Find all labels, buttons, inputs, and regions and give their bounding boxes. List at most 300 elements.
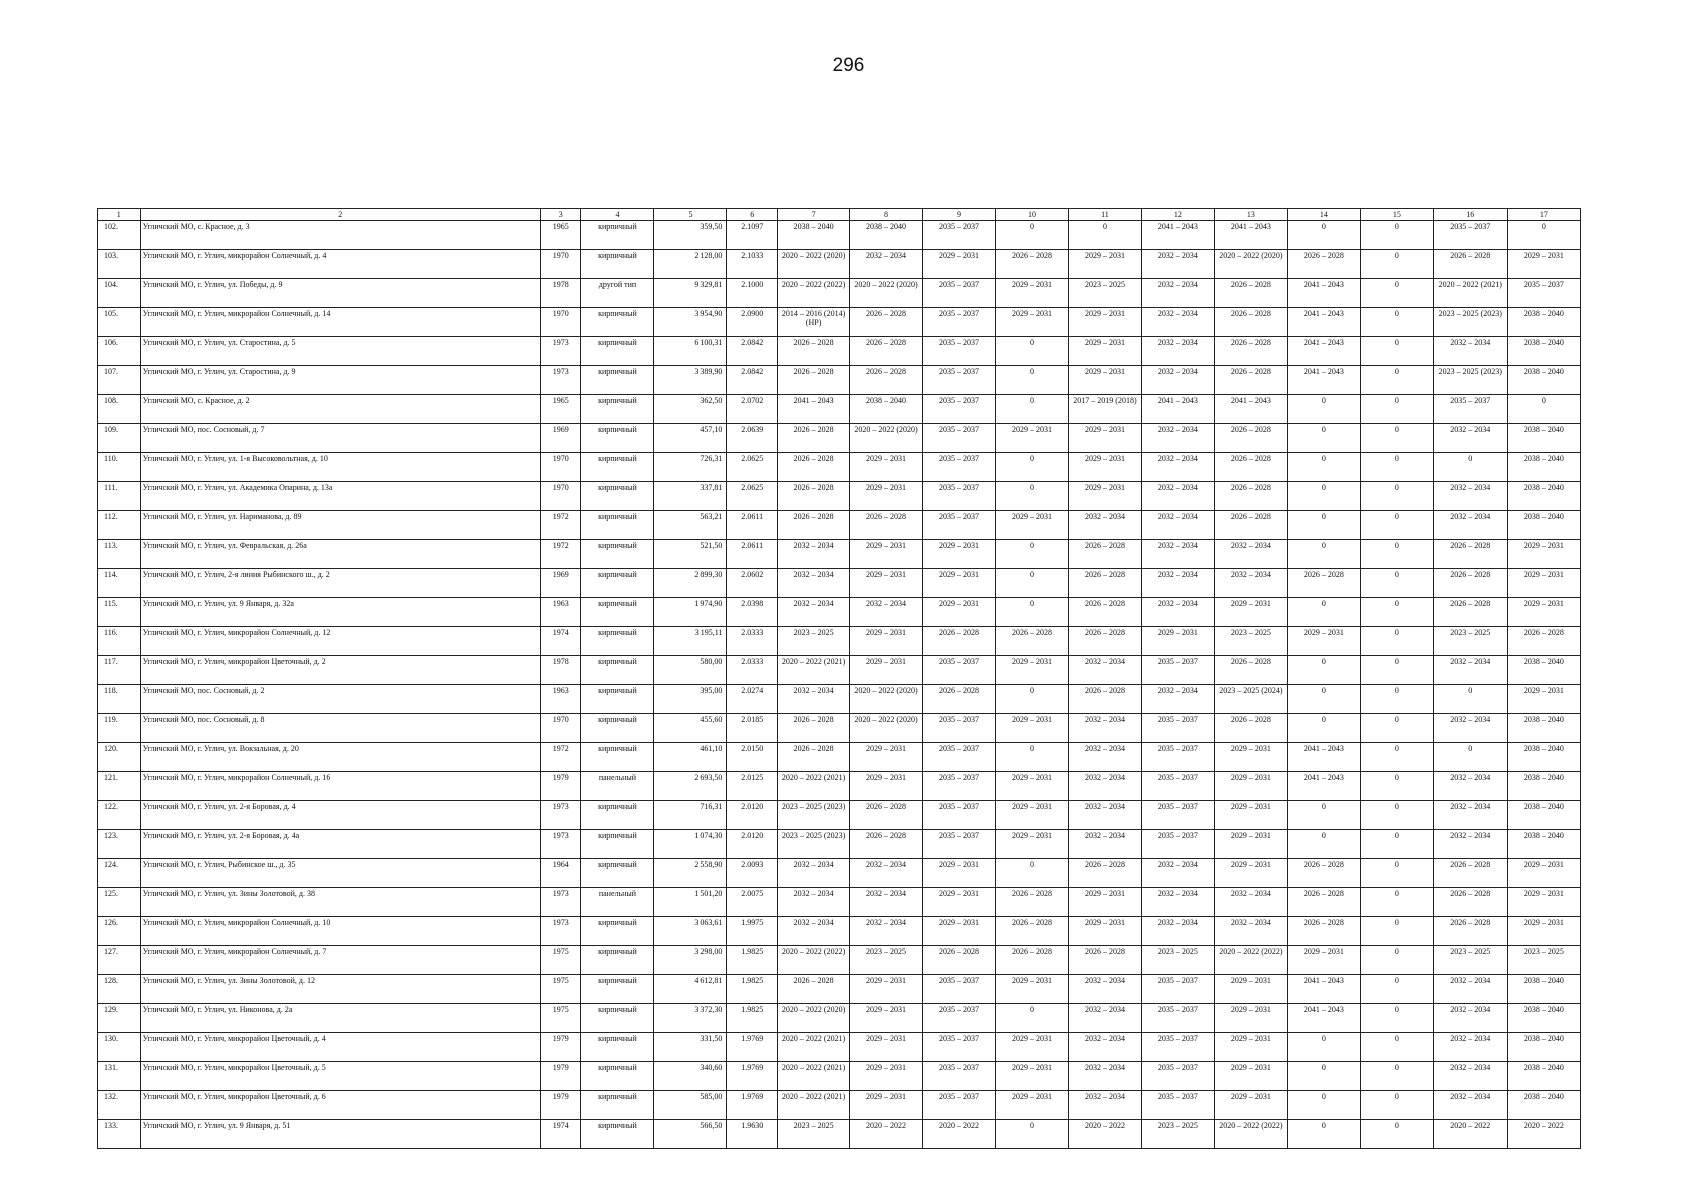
table-cell: 0 (996, 743, 1069, 772)
table-cell: 0 (1360, 540, 1433, 569)
table-cell: 2038 – 2040 (1507, 482, 1580, 511)
table-cell: 2035 – 2037 (1141, 1004, 1214, 1033)
table-cell: 2038 – 2040 (1507, 772, 1580, 801)
table-cell: 0 (1360, 946, 1433, 975)
table-cell: 2035 – 2037 (1433, 221, 1507, 250)
table-cell: 2026 – 2028 (1068, 859, 1141, 888)
table-cell: 0 (1360, 308, 1433, 337)
table-cell: Угличский МО, г. Углич, ул. Никонова, д. 2а (140, 1004, 540, 1033)
table-cell: 2026 – 2028 (1214, 279, 1287, 308)
table-cell: 102. (98, 221, 141, 250)
table-cell: 2029 – 2031 (996, 308, 1069, 337)
table-cell: 2032 – 2034 (778, 569, 850, 598)
table-cell: кирпичный (581, 917, 654, 946)
table-cell: 2032 – 2034 (1141, 859, 1214, 888)
table-cell: 114. (98, 569, 141, 598)
table-cell: 2.0150 (727, 743, 778, 772)
table-cell: 1969 (540, 424, 581, 453)
table-cell: 2020 – 2022 (1068, 1120, 1141, 1149)
table-cell: 0 (1287, 656, 1360, 685)
table-cell: 0 (996, 482, 1069, 511)
table-cell: 2032 – 2034 (850, 917, 923, 946)
table-cell: 2029 – 2031 (996, 1091, 1069, 1120)
table-row (98, 482, 1581, 511)
table-cell: Угличский МО, г. Углич, 2-я линия Рыбинского ш., д. 2 (140, 569, 540, 598)
table-cell: кирпичный (581, 598, 654, 627)
table-cell: 2 693,50 (654, 772, 727, 801)
table-cell: 3 195,11 (654, 627, 727, 656)
table-cell: 2035 – 2037 (923, 221, 996, 250)
page-number: 296 (832, 55, 865, 76)
table-cell: 2029 – 2031 (1068, 482, 1141, 511)
table-cell: 2026 – 2028 (996, 888, 1069, 917)
table-cell: кирпичный (581, 453, 654, 482)
table-row (98, 946, 1581, 975)
table-cell: 117. (98, 656, 141, 685)
table-cell: 3 063,61 (654, 917, 727, 946)
table-row (98, 221, 1581, 250)
table-cell: Угличский МО, г. Углич, микрорайон Солнечный, д. 14 (140, 308, 540, 337)
table-cell: 2035 – 2037 (923, 975, 996, 1004)
table-cell: 2029 – 2031 (850, 569, 923, 598)
table-cell: 2026 – 2028 (996, 627, 1069, 656)
table-row (98, 743, 1581, 772)
table-row (98, 685, 1581, 714)
table-cell: 2020 – 2022 (2021) (778, 1091, 850, 1120)
table-cell: кирпичный (581, 1120, 654, 1149)
table-cell: 0 (996, 598, 1069, 627)
table-cell: 2026 – 2028 (850, 366, 923, 395)
table-cell: 2020 – 2022 (2020) (1214, 250, 1287, 279)
table-cell: 2038 – 2040 (1507, 801, 1580, 830)
table-cell: кирпичный (581, 627, 654, 656)
column-header-3: 3 (540, 209, 581, 221)
table-cell: 2032 – 2034 (1433, 1033, 1507, 1062)
table-cell: 2035 – 2037 (1141, 714, 1214, 743)
table-cell: 2020 – 2022 (2020) (778, 250, 850, 279)
table-cell: 2035 – 2037 (923, 801, 996, 830)
table-cell: 2029 – 2031 (1214, 743, 1287, 772)
table-cell: 4 612,81 (654, 975, 727, 1004)
table-cell: 2.0398 (727, 598, 778, 627)
header-row (98, 209, 1581, 221)
table-cell: 2029 – 2031 (1507, 859, 1580, 888)
table-cell: 2.0611 (727, 511, 778, 540)
table-cell: 2035 – 2037 (1141, 743, 1214, 772)
table-cell: 1.9769 (727, 1062, 778, 1091)
table-cell: 118. (98, 685, 141, 714)
table-cell: 2029 – 2031 (1214, 772, 1287, 801)
table-cell: кирпичный (581, 569, 654, 598)
table-cell: 2029 – 2031 (1507, 250, 1580, 279)
table-cell: 2035 – 2037 (923, 279, 996, 308)
table-cell: 0 (1287, 714, 1360, 743)
table-cell: 2032 – 2034 (850, 598, 923, 627)
table-cell: 2035 – 2037 (923, 511, 996, 540)
table-cell: 2020 – 2022 (850, 1120, 923, 1149)
table-row (98, 337, 1581, 366)
table-cell: 1970 (540, 714, 581, 743)
table-cell: 0 (996, 540, 1069, 569)
table-cell: 2029 – 2031 (996, 975, 1069, 1004)
column-header-1: 1 (98, 209, 141, 221)
table-cell: 0 (1507, 395, 1580, 424)
table-row (98, 366, 1581, 395)
table-cell: 1970 (540, 308, 581, 337)
table-cell: 110. (98, 453, 141, 482)
table-cell: кирпичный (581, 337, 654, 366)
table-cell: 106. (98, 337, 141, 366)
table-cell: 2029 – 2031 (1068, 917, 1141, 946)
table-cell: кирпичный (581, 1033, 654, 1062)
table-cell: 2026 – 2028 (1068, 569, 1141, 598)
table-cell: 0 (1360, 714, 1433, 743)
table-cell: 2038 – 2040 (850, 395, 923, 424)
table-cell: 2032 – 2034 (778, 888, 850, 917)
table-cell: 2029 – 2031 (996, 656, 1069, 685)
table-cell: 0 (1360, 1091, 1433, 1120)
table-cell: 2026 – 2028 (1068, 540, 1141, 569)
table-cell: 1973 (540, 917, 581, 946)
table-cell: 0 (996, 395, 1069, 424)
table-cell: Угличский МО, г. Углич, микрорайон Солнечный, д. 12 (140, 627, 540, 656)
table-cell: 2020 – 2022 (2022) (778, 279, 850, 308)
table-cell: 2 899,30 (654, 569, 727, 598)
table-cell: 2041 – 2043 (1287, 772, 1360, 801)
column-header-11: 11 (1068, 209, 1141, 221)
table-cell: 2035 – 2037 (1141, 772, 1214, 801)
table-cell: 2029 – 2031 (923, 569, 996, 598)
table-row (98, 250, 1581, 279)
table-row (98, 511, 1581, 540)
table-cell: 1970 (540, 250, 581, 279)
table-cell: 2026 – 2028 (1287, 250, 1360, 279)
table-cell: 2026 – 2028 (923, 685, 996, 714)
table-cell: 2035 – 2037 (1507, 279, 1580, 308)
table-cell: 121. (98, 772, 141, 801)
table-cell: 2038 – 2040 (850, 221, 923, 250)
table-cell: 2.0274 (727, 685, 778, 714)
table-cell: 2029 – 2031 (1214, 1033, 1287, 1062)
table-cell: 2041 – 2043 (1287, 1004, 1360, 1033)
table-cell: 2035 – 2037 (1141, 830, 1214, 859)
table-cell: кирпичный (581, 250, 654, 279)
table-cell: 2020 – 2022 (2020) (778, 1004, 850, 1033)
table-cell: кирпичный (581, 975, 654, 1004)
column-header-6: 6 (727, 209, 778, 221)
table-cell: 0 (1287, 395, 1360, 424)
table-cell: 2035 – 2037 (923, 424, 996, 453)
column-header-9: 9 (923, 209, 996, 221)
table-cell: 2.0333 (727, 656, 778, 685)
table-row (98, 859, 1581, 888)
table-cell: 1972 (540, 511, 581, 540)
table-cell: 1970 (540, 482, 581, 511)
table-cell: 0 (1360, 917, 1433, 946)
table-cell: 9 329,81 (654, 279, 727, 308)
table-cell: 2023 – 2025 (850, 946, 923, 975)
table-cell: 2035 – 2037 (923, 830, 996, 859)
table-cell: 2035 – 2037 (1141, 1091, 1214, 1120)
table-cell: кирпичный (581, 714, 654, 743)
table-row (98, 395, 1581, 424)
table-cell: 2020 – 2022 (2021) (778, 772, 850, 801)
table-cell: 2.0611 (727, 540, 778, 569)
column-header-14: 14 (1287, 209, 1360, 221)
table-cell: 2032 – 2034 (1141, 424, 1214, 453)
table-cell: 0 (996, 453, 1069, 482)
table-cell: 2029 – 2031 (996, 1033, 1069, 1062)
table-cell: 1974 (540, 1120, 581, 1149)
table-cell: 2038 – 2040 (1507, 656, 1580, 685)
table-cell: 2038 – 2040 (1507, 366, 1580, 395)
table-cell: 2026 – 2028 (1068, 946, 1141, 975)
table-cell: 2020 – 2022 (1433, 1120, 1507, 1149)
table-cell: 1963 (540, 685, 581, 714)
table-cell: 2026 – 2028 (778, 482, 850, 511)
table-cell: 331,50 (654, 1033, 727, 1062)
table-cell: 0 (1287, 221, 1360, 250)
table-cell: Угличский МО, г. Углич, Рыбинское ш., д. 35 (140, 859, 540, 888)
table-cell: кирпичный (581, 801, 654, 830)
table-cell: 2026 – 2028 (1214, 656, 1287, 685)
table-cell: кирпичный (581, 859, 654, 888)
table-cell: Угличский МО, г. Углич, ул. Февральская, д. 26а (140, 540, 540, 569)
table-cell: 2038 – 2040 (1507, 1091, 1580, 1120)
table-cell: 2032 – 2034 (1433, 975, 1507, 1004)
table-cell: 2038 – 2040 (1507, 337, 1580, 366)
table-cell: 2026 – 2028 (996, 946, 1069, 975)
table-cell: 2041 – 2043 (1141, 395, 1214, 424)
table-cell: 2.0333 (727, 627, 778, 656)
table-cell: 2029 – 2031 (923, 598, 996, 627)
table-cell: 132. (98, 1091, 141, 1120)
table-cell: 2041 – 2043 (1287, 337, 1360, 366)
table-cell: 2023 – 2025 (778, 627, 850, 656)
table-cell: 0 (1360, 250, 1433, 279)
table-cell: 2029 – 2031 (996, 830, 1069, 859)
table-cell: 116. (98, 627, 141, 656)
table-header (98, 209, 1581, 221)
table-cell: 2041 – 2043 (1287, 975, 1360, 1004)
table-cell: 2029 – 2031 (923, 917, 996, 946)
table-cell: 2029 – 2031 (850, 975, 923, 1004)
table-cell: 2038 – 2040 (1507, 424, 1580, 453)
table-cell: 2026 – 2028 (850, 308, 923, 337)
table-cell: 563,21 (654, 511, 727, 540)
table-cell: 0 (1287, 1033, 1360, 1062)
table-cell: 1970 (540, 453, 581, 482)
table-cell: 1963 (540, 598, 581, 627)
table-cell: 108. (98, 395, 141, 424)
table-cell: кирпичный (581, 366, 654, 395)
table-cell: 2041 – 2043 (778, 395, 850, 424)
table-cell: 2029 – 2031 (1214, 801, 1287, 830)
table-cell: 2032 – 2034 (1141, 337, 1214, 366)
table-cell: 2035 – 2037 (923, 1091, 996, 1120)
table-cell: 2026 – 2028 (1433, 569, 1507, 598)
table-cell: 2035 – 2037 (923, 714, 996, 743)
table-cell: 2029 – 2031 (850, 453, 923, 482)
table-cell: 2038 – 2040 (1507, 1062, 1580, 1091)
table-cell: кирпичный (581, 221, 654, 250)
table-cell: кирпичный (581, 656, 654, 685)
table-cell: 2029 – 2031 (1068, 250, 1141, 279)
table-cell: 2029 – 2031 (1214, 1004, 1287, 1033)
table-row (98, 308, 1581, 337)
table-cell: 2029 – 2031 (1214, 975, 1287, 1004)
table-cell: 1 974,90 (654, 598, 727, 627)
table-cell: 1.9825 (727, 946, 778, 975)
table-cell: Угличский МО, пос. Сосновый, д. 2 (140, 685, 540, 714)
table-cell: 0 (1287, 453, 1360, 482)
table-cell: 2026 – 2028 (1214, 482, 1287, 511)
table-cell: 133. (98, 1120, 141, 1149)
table-row (98, 1120, 1581, 1149)
table-cell: 2029 – 2031 (923, 859, 996, 888)
table-cell: 2029 – 2031 (850, 743, 923, 772)
table-cell: Угличский МО, г. Углич, ул. 2-я Боровая, д. 4 (140, 801, 540, 830)
table-row (98, 598, 1581, 627)
table-cell: 113. (98, 540, 141, 569)
table-cell: 2.0842 (727, 366, 778, 395)
table-cell: 2023 – 2025 (1214, 627, 1287, 656)
table-cell: кирпичный (581, 1091, 654, 1120)
table-cell: 0 (1360, 801, 1433, 830)
table-cell: 2014 – 2016 (2014) (НР) (778, 308, 850, 337)
table-cell: 2029 – 2031 (996, 801, 1069, 830)
table-cell: 2026 – 2028 (778, 337, 850, 366)
table-cell: 2026 – 2028 (778, 453, 850, 482)
table-cell: 2026 – 2028 (778, 975, 850, 1004)
table-cell: 2032 – 2034 (1068, 1033, 1141, 1062)
table-cell: 2023 – 2025 (2023) (778, 801, 850, 830)
table-row (98, 1062, 1581, 1091)
table-cell: 566,50 (654, 1120, 727, 1149)
table-cell: 2032 – 2034 (1141, 250, 1214, 279)
table-cell: Угличский МО, г. Углич, ул. Победы, д. 9 (140, 279, 540, 308)
table-cell: кирпичный (581, 395, 654, 424)
table-cell: 2035 – 2037 (923, 395, 996, 424)
table-cell: 2.0120 (727, 801, 778, 830)
table-cell: 2032 – 2034 (1433, 482, 1507, 511)
table-cell: Угличский МО, г. Углич, ул. 9 Января, д. 51 (140, 1120, 540, 1149)
table-cell: 2026 – 2028 (996, 250, 1069, 279)
table-cell: 2026 – 2028 (1214, 424, 1287, 453)
table-cell: 2029 – 2031 (996, 511, 1069, 540)
table-cell: 2032 – 2034 (850, 888, 923, 917)
table-cell: 2026 – 2028 (1214, 366, 1287, 395)
table-cell: 2029 – 2031 (1214, 1091, 1287, 1120)
table-cell: 455,60 (654, 714, 727, 743)
table-cell: 2026 – 2028 (1433, 917, 1507, 946)
table-cell: 0 (1360, 598, 1433, 627)
table-cell: 1979 (540, 1091, 581, 1120)
table-cell: Угличский МО, г. Углич, ул. Старостина, д. 9 (140, 366, 540, 395)
table-cell: 2035 – 2037 (1433, 395, 1507, 424)
table-cell: 2038 – 2040 (1507, 1033, 1580, 1062)
table-cell: 2023 – 2025 (1141, 1120, 1214, 1149)
table-cell: 2032 – 2034 (1068, 714, 1141, 743)
table-cell: Угличский МО, г. Углич, ул. Старостина, д. 5 (140, 337, 540, 366)
table-cell: 2035 – 2037 (923, 656, 996, 685)
table-cell: кирпичный (581, 511, 654, 540)
table-cell: Угличский МО, г. Углич, ул. Нариманова, д. 89 (140, 511, 540, 540)
table-cell: 0 (1287, 801, 1360, 830)
table-cell: Угличский МО, г. Углич, ул. Зины Золотовой, д. 38 (140, 888, 540, 917)
table-cell: 2 128,00 (654, 250, 727, 279)
table-cell: 2029 – 2031 (1068, 366, 1141, 395)
table-cell: 2026 – 2028 (1507, 627, 1580, 656)
table-cell: 2023 – 2025 (1141, 946, 1214, 975)
table-cell: 2029 – 2031 (1214, 859, 1287, 888)
table-cell: 2026 – 2028 (850, 337, 923, 366)
table-cell: 2035 – 2037 (923, 308, 996, 337)
table-cell: 2035 – 2037 (923, 337, 996, 366)
table-cell: 0 (1360, 1004, 1433, 1033)
column-header-17: 17 (1507, 209, 1580, 221)
table-cell: 2023 – 2025 (1433, 627, 1507, 656)
table-cell: 2020 – 2022 (2020) (850, 424, 923, 453)
table-cell: 2.0120 (727, 830, 778, 859)
table-cell: кирпичный (581, 424, 654, 453)
table-cell: 2032 – 2034 (1433, 424, 1507, 453)
table-cell: Угличский МО, г. Углич, микрорайон Солнечный, д. 4 (140, 250, 540, 279)
table-cell: 2041 – 2043 (1287, 366, 1360, 395)
table-cell: кирпичный (581, 946, 654, 975)
table-cell: 2.0625 (727, 453, 778, 482)
table-cell: 3 298,00 (654, 946, 727, 975)
table-cell: 2032 – 2034 (1141, 569, 1214, 598)
table-cell: 521,50 (654, 540, 727, 569)
table-cell: 1979 (540, 1062, 581, 1091)
table-cell: 1978 (540, 279, 581, 308)
table-cell: 2032 – 2034 (1214, 888, 1287, 917)
table-cell: 2029 – 2031 (1507, 569, 1580, 598)
column-header-8: 8 (850, 209, 923, 221)
table-cell: 0 (1360, 395, 1433, 424)
table-cell: 3 389,90 (654, 366, 727, 395)
table-cell: 0 (1360, 685, 1433, 714)
table-cell: 2029 – 2031 (996, 772, 1069, 801)
table-cell: 2041 – 2043 (1214, 395, 1287, 424)
table-cell: 1979 (540, 772, 581, 801)
table-cell: 107. (98, 366, 141, 395)
table-cell: 2038 – 2040 (1507, 743, 1580, 772)
table-cell: 2041 – 2043 (1214, 221, 1287, 250)
table-cell: 2032 – 2034 (1141, 917, 1214, 946)
table-cell: 2038 – 2040 (1507, 308, 1580, 337)
table-cell: 1.9825 (727, 1004, 778, 1033)
table-cell: Угличский МО, г. Углич, микрорайон Солнечный, д. 16 (140, 772, 540, 801)
table-cell: 2.0842 (727, 337, 778, 366)
table-cell: 0 (1360, 1033, 1433, 1062)
table-cell: 359,50 (654, 221, 727, 250)
table-cell: 0 (1360, 424, 1433, 453)
table-cell: 2026 – 2028 (1433, 540, 1507, 569)
table-cell: 128. (98, 975, 141, 1004)
table-cell: 109. (98, 424, 141, 453)
table-cell: 2026 – 2028 (923, 946, 996, 975)
table-cell: Угличский МО, г. Углич, ул. 2-я Боровая, д. 4а (140, 830, 540, 859)
table-cell: 129. (98, 1004, 141, 1033)
table-cell: 2032 – 2034 (1433, 772, 1507, 801)
table-cell: 2035 – 2037 (923, 366, 996, 395)
table-cell: 2029 – 2031 (1068, 337, 1141, 366)
table-cell: 2032 – 2034 (1214, 917, 1287, 946)
table-cell: панельный (581, 772, 654, 801)
table-cell: 2032 – 2034 (1141, 453, 1214, 482)
